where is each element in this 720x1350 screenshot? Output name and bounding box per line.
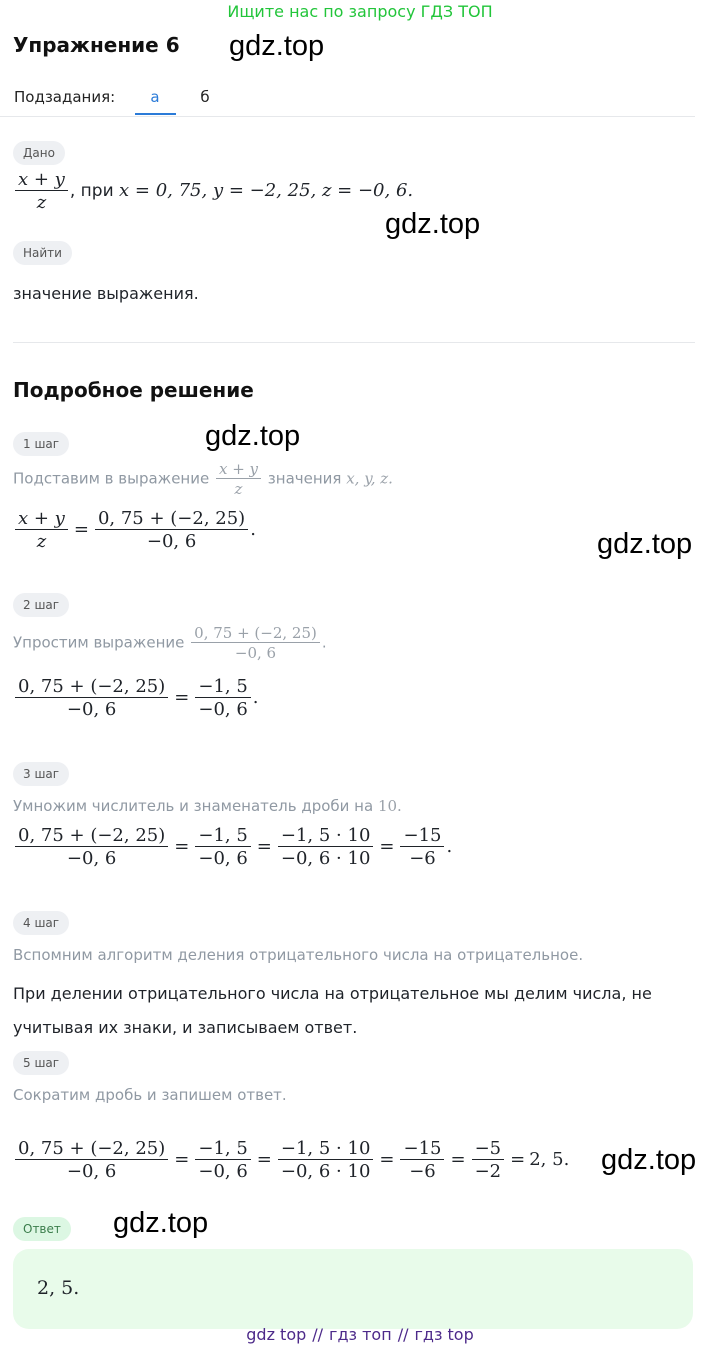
- step5-description: Сократим дробь и запишем ответ.: [13, 1086, 287, 1104]
- step3-equation: $\frac{0, 75 + (-2, 25)}{-0, 6}$ = $\frac{-1, 5}{-0, 6}$ = $\frac{-1, 5 \cdot 10}{-0, 6 \cdot 10}$ = $\frac{-15}{-6}$ .: [13, 825, 452, 869]
- step2-chip: 2 шаг: [13, 593, 69, 617]
- step3-f3-num: −1, 5 · 10: [280, 825, 371, 846]
- section-divider: [13, 342, 695, 343]
- step4-text-line1: При делении отрицательного числа на отрицательное мы делим числа, не: [13, 984, 652, 1003]
- step1-description: [13, 460, 393, 498]
- step3-chip: 3 шаг: [13, 762, 69, 786]
- step5-chip: 5 шаг: [13, 1051, 69, 1075]
- subtasks-label: Подзадания:: [14, 88, 116, 106]
- step5-f3-den: −0, 6 · 10: [278, 1159, 374, 1182]
- find-chip: Найти: [13, 241, 72, 265]
- tab-subtask-a[interactable]: а: [150, 88, 160, 106]
- footer-link[interactable]: гдз top: [414, 1325, 474, 1344]
- step3-f1-den: −0, 6: [15, 846, 168, 869]
- step2-lhs-num: 0, 75 + (−2, 25): [18, 676, 166, 697]
- given-frac-num: x + y: [18, 169, 65, 190]
- exercise-title: Упражнение 6: [13, 33, 180, 57]
- step3-f4-den: −6: [400, 846, 444, 869]
- given-values: x = 0, 75, y = −2, 25, z = −0, 6.: [119, 180, 414, 201]
- footer-links: [0, 1325, 720, 1344]
- step3-f1-num: 0, 75 + (−2, 25): [18, 825, 166, 846]
- step3-f4-num: −15: [403, 825, 442, 846]
- step3-desc: Умножим числитель и знаменатель дроби на: [13, 797, 378, 815]
- promo-banner[interactable]: Ищите нас по запросу ГДЗ ТОП: [227, 2, 493, 21]
- step2-lhs-den: −0, 6: [15, 697, 168, 720]
- step5-result: 2, 5.: [529, 1149, 570, 1170]
- tabs-divider: [0, 116, 695, 117]
- step5-f3-num: −1, 5 · 10: [280, 1138, 371, 1159]
- watermark: gdz.top: [113, 1207, 209, 1239]
- step2-description: Упростим выражение $\frac{0, 75 + (-2, 25)}{-0, 6}$ .: [13, 624, 327, 662]
- footer-link[interactable]: гдз топ: [329, 1325, 392, 1344]
- step5-f5-num: −5: [474, 1138, 502, 1159]
- tab-subtask-b[interactable]: б: [200, 88, 210, 106]
- step1-lhs-num: x + y: [18, 508, 65, 529]
- step5-f2-num: −1, 5: [198, 1138, 248, 1159]
- given-chip: Дано: [13, 141, 65, 165]
- step2-rhs-den: −0, 6: [195, 697, 250, 720]
- step2-desc: Упростим выражение: [13, 633, 190, 652]
- answer-box: [13, 1249, 693, 1329]
- step2-desc-frac-den: −0, 6: [191, 642, 320, 662]
- step1-desc-frac-den: z: [216, 478, 261, 498]
- step3-f3-den: −0, 6 · 10: [278, 846, 374, 869]
- step4-description: Вспомним алгоритм деления отрицательного числа на отрицательное.: [13, 946, 584, 964]
- step5-equation: $\frac{0, 75 + (-2, 25)}{-0, 6}$ = $\frac{-1, 5}{-0, 6}$ = $\frac{-1, 5 \cdot 10}{-0, 6 \cdot 10}$ = $\frac{-15}{-6}$ = $\frac{-5}{-2}$ = 2, 5.: [13, 1138, 569, 1182]
- step1-lhs-den: z: [15, 529, 68, 552]
- footer-link[interactable]: gdz top: [246, 1325, 307, 1344]
- watermark: gdz.top: [601, 1144, 697, 1176]
- step5-f5-den: −2: [472, 1159, 505, 1182]
- step1-chip: 1 шаг: [13, 432, 69, 456]
- step2-rhs-num: −1, 5: [198, 676, 248, 697]
- step1-desc-vars: x, y, z.: [346, 469, 393, 488]
- step1-desc-after: значения: [263, 469, 347, 488]
- answer-value: 2, 5.: [37, 1277, 80, 1299]
- step1-rhs-num: 0, 75 + (−2, 25): [97, 508, 246, 529]
- footer-separator: //: [312, 1325, 324, 1344]
- step3-desc-num: 10.: [377, 797, 402, 815]
- step5-f2-den: −0, 6: [195, 1159, 250, 1182]
- given-expression: [13, 169, 413, 213]
- step5-f1-den: −0, 6: [15, 1159, 168, 1182]
- step1-equation: $\frac{x + y}{z}$ = $\frac{0, 75 + (-2, 25)}{-0, 6}$ .: [13, 508, 256, 552]
- step4-chip: 4 шаг: [13, 911, 69, 935]
- step2-equation: $\frac{0, 75 + (-2, 25)}{-0, 6}$ = $\frac{-1, 5}{-0, 6}$ .: [13, 676, 259, 720]
- watermark: gdz.top: [205, 420, 301, 452]
- watermark: gdz.top: [229, 30, 325, 62]
- step1-desc-before: Подставим в выражение: [13, 469, 214, 488]
- footer-separator: //: [397, 1325, 409, 1344]
- step5-f1-num: 0, 75 + (−2, 25): [18, 1138, 166, 1159]
- watermark: gdz.top: [597, 528, 693, 560]
- step5-f4-den: −6: [400, 1159, 444, 1182]
- watermark: gdz.top: [385, 208, 481, 240]
- answer-chip: Ответ: [13, 1217, 71, 1241]
- step3-f2-den: −0, 6: [195, 846, 250, 869]
- step2-desc-frac-num: 0, 75 + (−2, 25): [194, 624, 317, 642]
- step5-f4-num: −15: [403, 1138, 442, 1159]
- step1-desc-frac-num: x + y: [218, 460, 259, 478]
- step4-text-line2: учитывая их знаки, и записываем ответ.: [13, 1018, 358, 1037]
- step3-f2-num: −1, 5: [198, 825, 248, 846]
- step3-description: [13, 797, 402, 815]
- find-text: значение выражения.: [13, 284, 199, 303]
- solution-title: Подробное решение: [13, 378, 254, 402]
- step1-rhs-den: −0, 6: [95, 529, 248, 552]
- given-frac-den: z: [15, 190, 68, 213]
- given-pri: , при: [69, 181, 120, 201]
- active-tab-indicator: [135, 113, 176, 115]
